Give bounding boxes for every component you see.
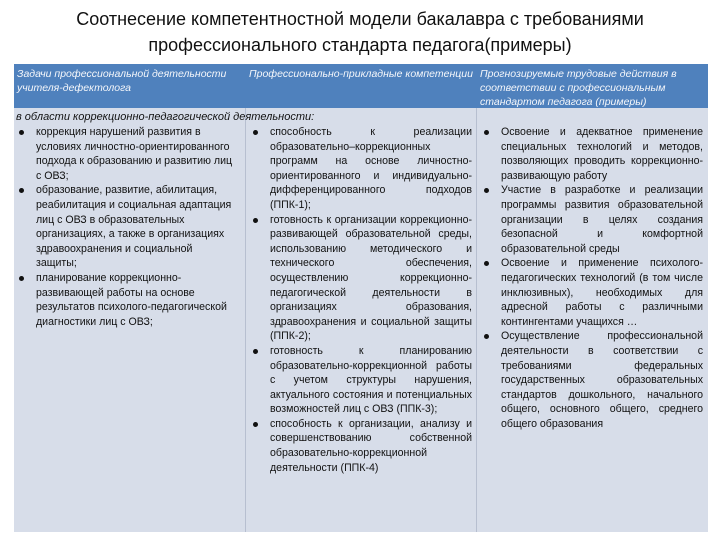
action-text: Освоение и применение психолого-педагогических технологий (в том числе инклюзивных), необходимых для адресной работы с различными контингентами учащихся … — [501, 257, 703, 328]
column-competencies — [248, 125, 472, 475]
list-item — [14, 125, 236, 183]
header-tasks: Задачи профессиональной деятельности учителя-дефектолога — [17, 68, 227, 94]
list-item — [248, 125, 472, 213]
list-item — [479, 183, 703, 256]
bullet-icon — [253, 130, 258, 135]
title-line-1: Соотнесение компетентностной модели бакалавра с требованиями — [76, 9, 644, 29]
table-header — [14, 64, 708, 108]
bullet-icon — [19, 188, 24, 193]
bullet-icon — [484, 261, 489, 266]
bullet-icon — [484, 188, 489, 193]
column-divider — [476, 108, 477, 532]
column-divider — [245, 108, 246, 532]
bullet-icon — [19, 130, 24, 135]
action-text: Осуществление профессиональной деятельности в соответствии с требованиями федеральных государственных образовательных стандартов дошкольного, начального общего, основного общего, среднего общего образования — [501, 330, 703, 430]
list-item — [14, 183, 236, 271]
task-text: образование, развитие, абилитация, реабилитация и социальная адаптация лиц с ОВЗ в образовательных организациях, а также в организациях здравоохранения и социальной защиты; — [36, 184, 232, 270]
header-competencies: Профессионально-прикладные компетенции — [249, 68, 473, 80]
list-item — [248, 344, 472, 417]
list-item — [14, 271, 236, 329]
list-item — [479, 256, 703, 329]
column-tasks — [14, 125, 236, 329]
task-text: коррекция нарушений развития в условиях личностно-ориентированного подхода к образованию и развитию лиц с ОВЗ; — [36, 126, 233, 182]
header-labor-actions: Прогнозируемые трудовые действия в соответствии с профессиональным стандартом педагога (примеры) — [480, 68, 677, 108]
competency-text: готовность к планированию образовательно-коррекционной работы с учетом структуры нарушения, актуального состояния и потенциальных возможностей лиц с ОВЗ (ППК-3); — [270, 344, 472, 416]
bullet-icon — [253, 349, 258, 354]
bullet-icon — [484, 130, 489, 135]
action-text: Участие в разработке и реализации программы развития образовательной организации в целях создания безопасной и комфортной образовательной среды — [501, 184, 703, 255]
competency-text: готовность к организации коррекционно-развивающей образовательной среды, использованию методического и технического обеспечения, осуществлению коррекционно-педагогической деятельности в организациях образования, здравоохранения и социальной защиты (ППК-2); — [270, 213, 472, 343]
bullet-icon — [253, 218, 258, 223]
list-item — [248, 417, 472, 475]
section-label: в области коррекционно-педагогической деятельности: — [16, 111, 315, 123]
competency-text: способность к реализации образовательно–коррекционных программ на основе личностно-ориентированного и индивидуально-дифференцированного подходов (ППК-1); — [270, 126, 472, 211]
title-line-2: профессионального стандарта педагога(примеры) — [148, 35, 572, 55]
bullet-icon — [19, 276, 24, 281]
competence-table — [14, 64, 708, 532]
bullet-icon — [484, 334, 489, 339]
competency-text: способность к организации, анализу и совершенствованию собственной образовательно-коррекционной деятельности (ППК-4) — [270, 417, 472, 474]
bullet-icon — [253, 422, 258, 427]
list-item — [479, 329, 703, 431]
action-text: Освоение и адекватное применение специальных технологий и методов, позволяющих проводить коррекционно-развивающую работу — [501, 126, 703, 182]
task-text: планирование коррекционно-развивающей работы на основе результатов психолого-педагогической диагностики лиц с ОВЗ; — [36, 271, 227, 328]
column-labor-actions — [479, 125, 703, 431]
list-item — [479, 125, 703, 183]
slide-title — [0, 6, 720, 58]
list-item — [248, 213, 472, 344]
